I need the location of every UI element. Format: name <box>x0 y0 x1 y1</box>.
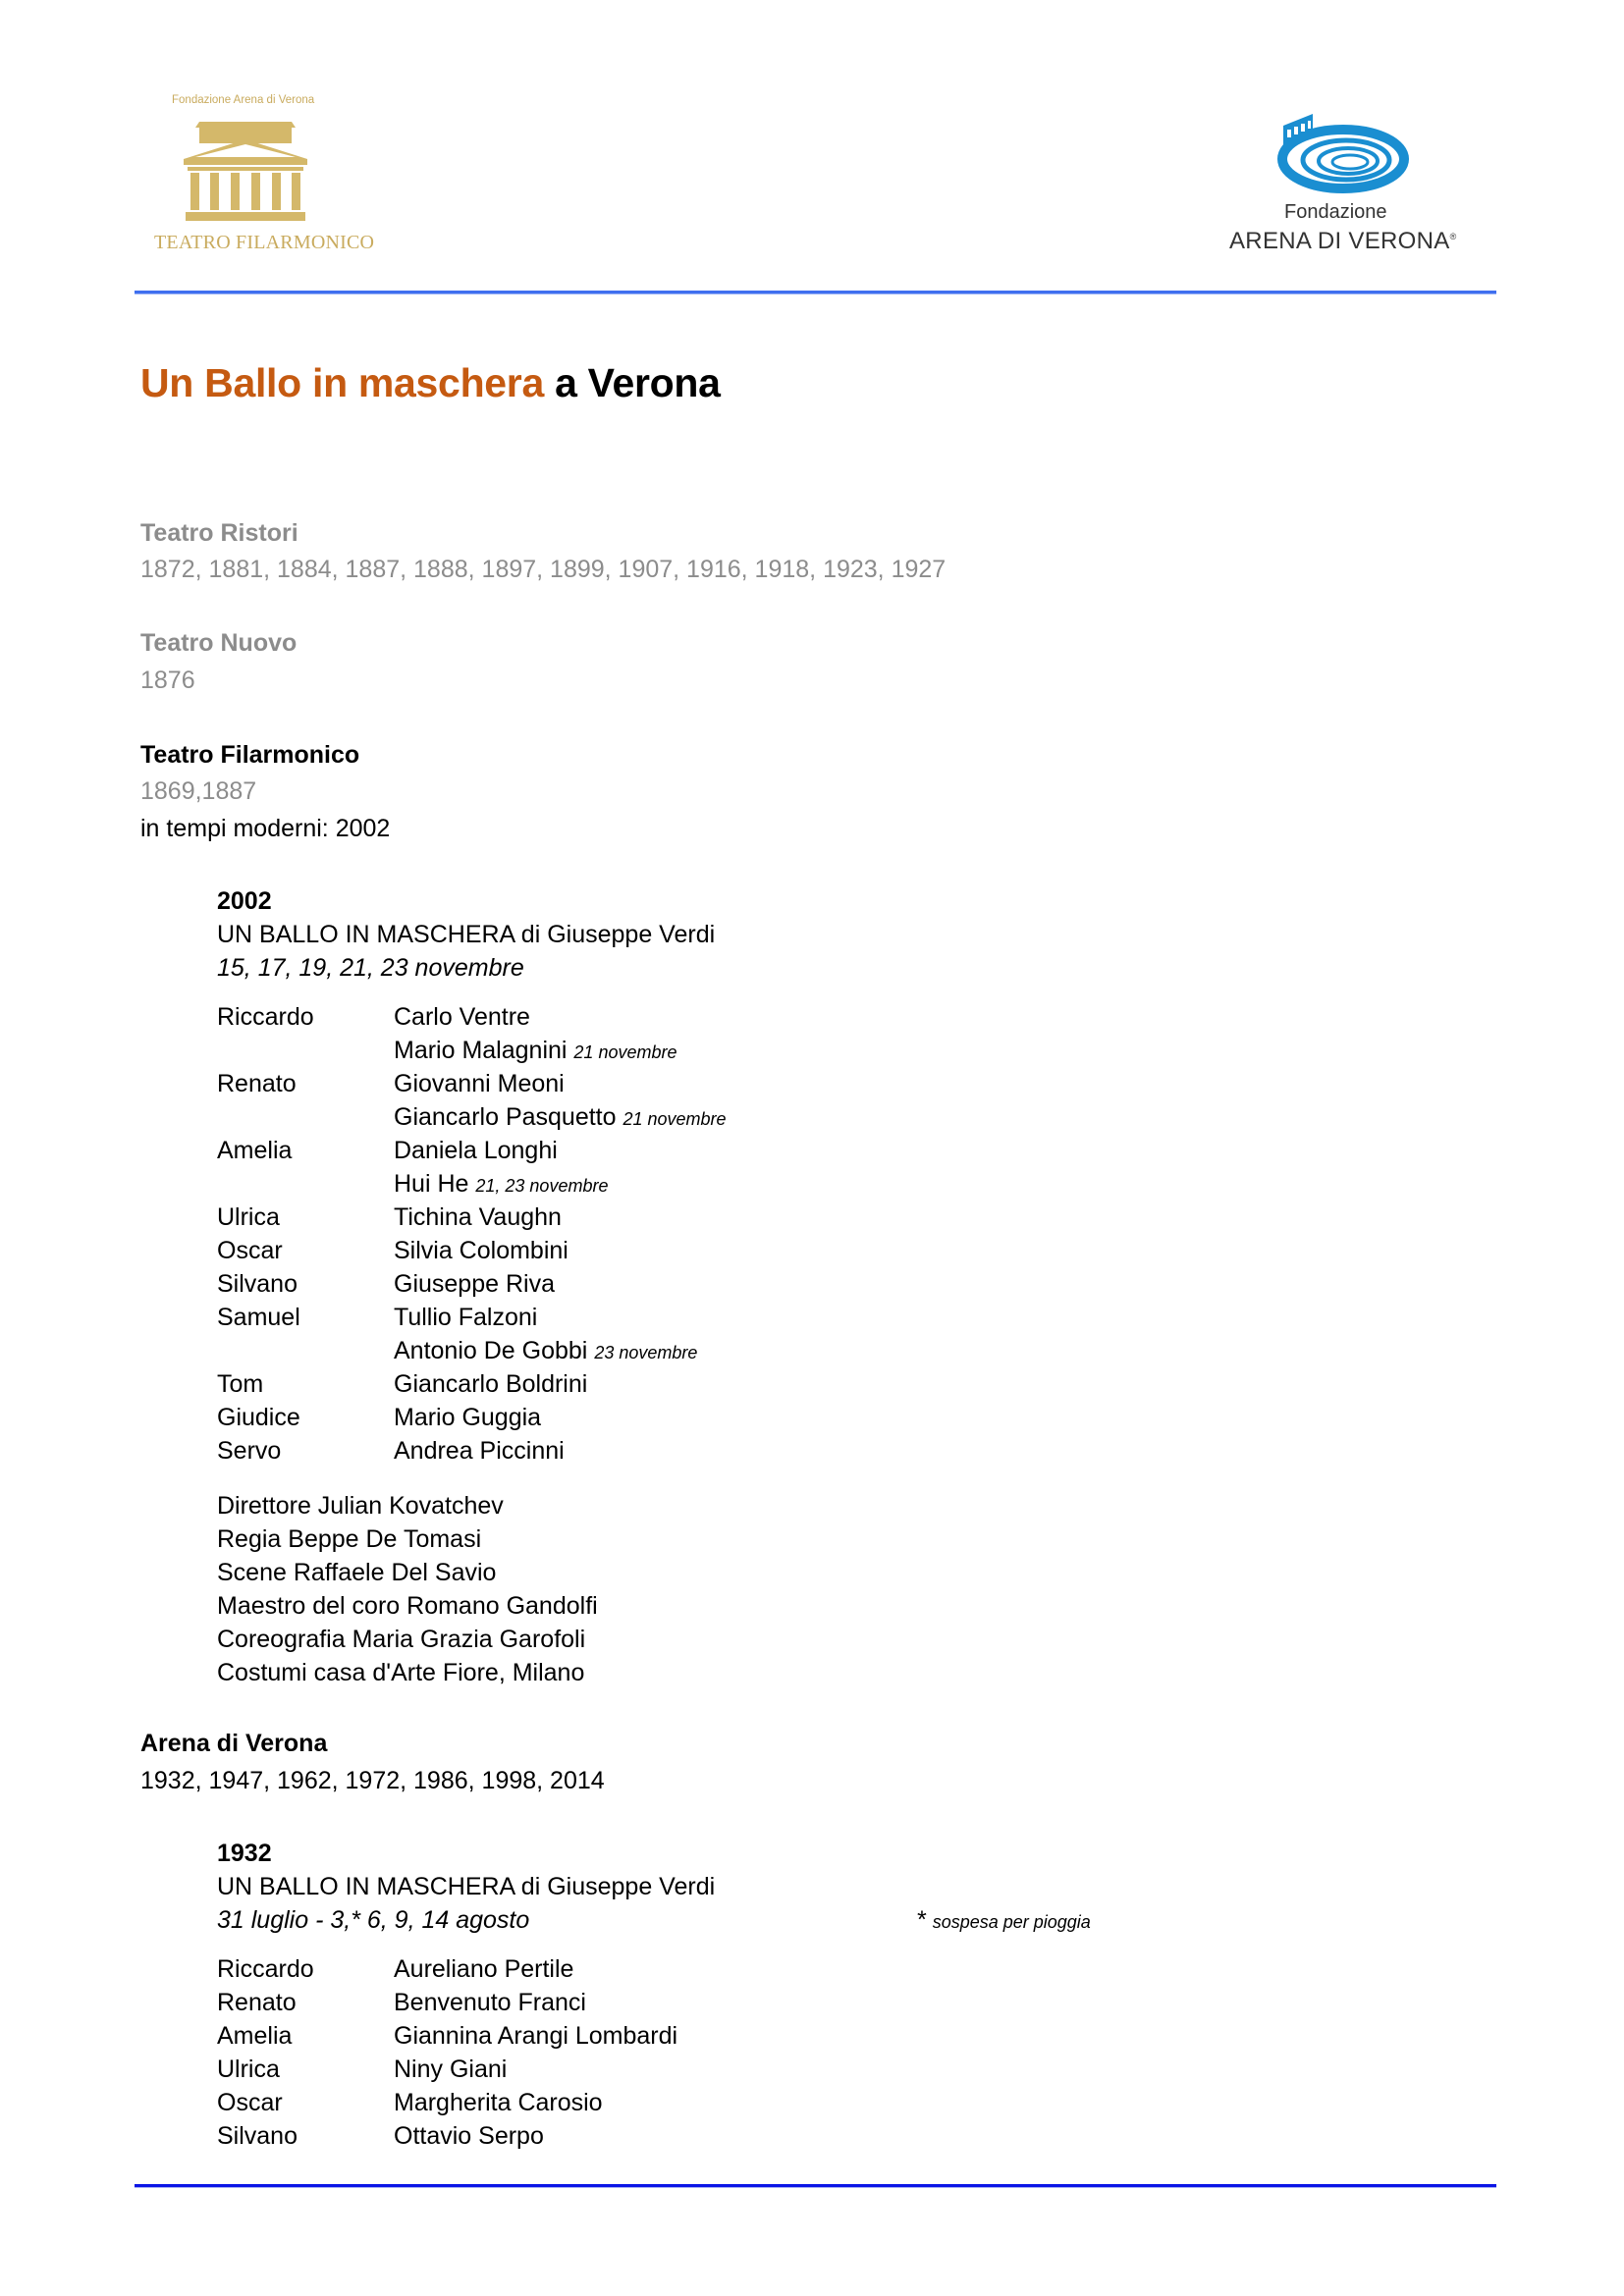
performer-name: Aureliano Pertile <box>394 1955 574 1983</box>
performer-name: Tichina Vaughn <box>394 1203 562 1231</box>
production-2002-dates: 15, 17, 19, 21, 23 novembre <box>217 954 524 982</box>
performer-name: Antonio De Gobbi <box>394 1337 588 1364</box>
production-1932-work: UN BALLO IN MASCHERA di Giuseppe Verdi <box>217 1873 716 1900</box>
performer-name: Daniela Longhi <box>394 1137 558 1164</box>
venue-filarmonico-modern: in tempi moderni: 2002 <box>140 815 391 842</box>
cast-performer <box>394 2057 507 2082</box>
venue-arena-name: Arena di Verona <box>140 1730 328 1757</box>
arena-di-verona-logo <box>1218 103 1492 260</box>
cast-role: Servo <box>217 1437 282 1465</box>
performer-name: Niny Giani <box>394 2056 508 2083</box>
performance-date-note: 21, 23 novembre <box>475 1176 609 1196</box>
cast-role: Riccardo <box>217 1003 314 1031</box>
header-divider <box>135 291 1496 294</box>
logo-text-fondazione: Fondazione <box>1284 201 1387 223</box>
production-credit: Costumi casa d'Arte Fiore, Milano <box>217 1659 585 1686</box>
cast-performer <box>394 1272 555 1297</box>
venue-filarmonico-name: Teatro Filarmonico <box>140 741 360 769</box>
performer-name: Mario Guggia <box>394 1404 542 1431</box>
performer-name: Giuseppe Riva <box>394 1270 555 1298</box>
performer-name: Giannina Arangi Lombardi <box>394 2022 678 2050</box>
performer-name: Giancarlo Pasquetto <box>394 1103 617 1131</box>
venue-ristori-name: Teatro Ristori <box>140 519 298 547</box>
title-location: a Verona <box>555 360 721 405</box>
production-credit: Maestro del coro Romano Gandolfi <box>217 1592 598 1620</box>
footnote-text: sospesa per pioggia <box>932 1912 1091 1932</box>
logo-caption-teatro: TEATRO FILARMONICO <box>154 232 375 253</box>
cast-performer <box>394 1239 568 1263</box>
cast-performer <box>394 1339 697 1363</box>
arena-amphitheatre-icon <box>1272 108 1409 196</box>
cast-performer <box>394 1205 562 1230</box>
cast-performer <box>394 1991 586 2015</box>
cast-role: Renato <box>217 1989 297 2016</box>
cast-role: Samuel <box>217 1304 300 1331</box>
production-1932-footnote <box>916 1908 1091 1933</box>
performer-name: Benvenuto Franci <box>394 1989 586 2016</box>
teatro-filarmonico-logo <box>154 88 375 255</box>
registered-mark: ® <box>1449 232 1457 241</box>
cast-performer <box>394 1172 608 1197</box>
cast-role: Amelia <box>217 2022 293 2050</box>
performer-name: Tullio Falzoni <box>394 1304 538 1331</box>
production-1932-dates: 31 luglio - 3,* 6, 9, 14 agosto <box>217 1906 530 1934</box>
production-1932-year: 1932 <box>217 1840 272 1867</box>
temple-icon <box>182 116 309 226</box>
production-credit: Coreografia Maria Grazia Garofoli <box>217 1626 586 1653</box>
cast-performer <box>394 1957 573 1982</box>
production-2002-year: 2002 <box>217 887 272 915</box>
logo-text-arena <box>1229 228 1457 255</box>
cast-role: Silvano <box>217 2122 298 2150</box>
performer-name: Carlo Ventre <box>394 1003 530 1031</box>
cast-performer <box>394 1005 530 1030</box>
footnote-mark: * <box>916 1906 926 1934</box>
performer-name: Giovanni Meoni <box>394 1070 565 1097</box>
page-title <box>140 360 721 406</box>
cast-role: Giudice <box>217 1404 300 1431</box>
venue-filarmonico-years: 1869,1887 <box>140 777 257 805</box>
cast-role: Riccardo <box>217 1955 314 1983</box>
performer-name: Silvia Colombini <box>394 1237 568 1264</box>
performance-date-note: 23 novembre <box>594 1343 698 1362</box>
cast-role: Renato <box>217 1070 297 1097</box>
production-2002-work: UN BALLO IN MASCHERA di Giuseppe Verdi <box>217 921 716 948</box>
cast-role: Ulrica <box>217 1203 280 1231</box>
production-credit: Regia Beppe De Tomasi <box>217 1525 482 1553</box>
production-credit: Scene Raffaele Del Savio <box>217 1559 497 1586</box>
cast-role: Silvano <box>217 1270 298 1298</box>
cast-performer <box>394 2024 677 2049</box>
cast-performer <box>394 1139 558 1163</box>
logo-caption-foundation: Fondazione Arena di Verona <box>172 94 315 106</box>
cast-performer <box>394 1439 565 1464</box>
performer-name: Andrea Piccinni <box>394 1437 565 1465</box>
cast-performer <box>394 1406 541 1430</box>
performance-date-note: 21 novembre <box>623 1109 727 1129</box>
performer-name: Hui He <box>394 1170 469 1198</box>
cast-performer <box>394 2124 544 2149</box>
venue-nuovo-years: 1876 <box>140 667 195 694</box>
cast-role: Oscar <box>217 2089 283 2116</box>
title-opera-name: Un Ballo in maschera <box>140 360 544 405</box>
cast-role: Ulrica <box>217 2056 280 2083</box>
performer-name: Giancarlo Boldrini <box>394 1370 588 1398</box>
venue-arena-years: 1932, 1947, 1962, 1972, 1986, 1998, 2014 <box>140 1767 605 1794</box>
cast-performer <box>394 1072 565 1096</box>
cast-role: Amelia <box>217 1137 293 1164</box>
cast-role: Tom <box>217 1370 264 1398</box>
performer-name: Margherita Carosio <box>394 2089 603 2116</box>
performer-name: Mario Malagnini <box>394 1037 568 1064</box>
cast-performer <box>394 1372 587 1397</box>
cast-role: Oscar <box>217 1237 283 1264</box>
logo-text-arena-name: ARENA DI VERONA <box>1229 228 1450 254</box>
production-credit: Direttore Julian Kovatchev <box>217 1492 504 1520</box>
performer-name: Ottavio Serpo <box>394 2122 544 2150</box>
venue-ristori-years: 1872, 1881, 1884, 1887, 1888, 1897, 1899, 1907, 1916, 1918, 1923, 1927 <box>140 556 947 583</box>
venue-nuovo-name: Teatro Nuovo <box>140 629 298 657</box>
cast-performer <box>394 1306 537 1330</box>
footer-divider <box>135 2184 1496 2187</box>
cast-performer <box>394 2091 603 2115</box>
cast-performer <box>394 1105 727 1130</box>
cast-performer <box>394 1039 677 1063</box>
performance-date-note: 21 novembre <box>573 1042 677 1062</box>
